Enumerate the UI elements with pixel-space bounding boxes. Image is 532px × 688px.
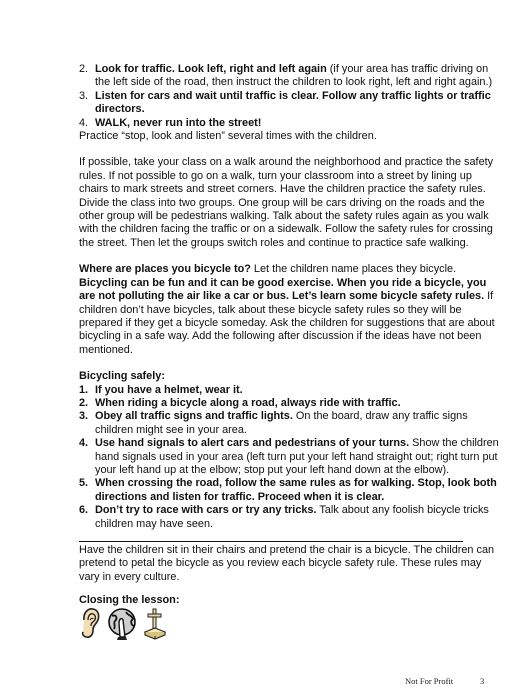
item-text: Show the children hand signals used in your area (left turn put your left hand straight out; right turn put your left hand up at the elbow; stop put your left hand down at the elbow). [95,437,499,476]
item-bold-text: Obey all traffic signs and traffic lights. [95,410,293,423]
page-footer [405,676,485,686]
bicycle-intro-rest: If children don’t have bicycles, talk about these bicycle safety rules so they will be prepared if they get a bicycle someday. Ask the children for suggestions that are about bicycling in a safe way. Add the following after discussion if the ideas have not been mentioned. [79,290,495,356]
item-number: 5. [79,477,89,490]
item-text: (if your area has traffic driving on the left side of the road, then instruct the children to look right, left and right again.) [95,63,493,89]
item-number: 3. [79,410,89,423]
bicycle-question-rest: Let the children name places they bicycle. [250,263,457,276]
bicycle-intro-bold: Bicycling can be fun and it can be good exercise. When you ride a bicycle, you are not polluting the air like a car or bus. Let’s learn some bicycle safety rules. [79,276,487,303]
list-item [79,504,499,531]
list-item [79,384,499,397]
item-bold-text: When riding a bicycle along a road, always ride with traffic. [95,396,401,409]
bicycle-rules-list [79,384,499,531]
bicycling-heading-text: Bicycling safely: [79,370,165,383]
item-bold-text: Don’t try to race with cars or try any tricks. [95,504,317,517]
item-number: 2. [79,63,89,75]
item-number: 6. [79,504,89,517]
item-number: 4. [79,437,89,450]
bicycling-heading [79,370,499,383]
list-item [79,477,499,504]
footer-text: Not For Profit [405,676,454,686]
item-number: 3. [79,89,89,102]
item-bold-text: Listen for cars and wait until traffic is clear. Follow any traffic lights or traffic directors. [95,89,491,116]
bicycle-paragraph [79,263,499,357]
praying-hands-globe-icon [104,607,143,619]
lesson-page [79,63,499,584]
ear-icon [79,607,104,619]
walking-steps-list [79,63,499,130]
list-item [79,90,499,117]
closing-icons [79,607,167,641]
item-bold-text: WALK, never run into the street! [95,116,262,129]
page-number: 3 [480,676,485,686]
list-item [79,63,499,90]
section-divider [79,541,463,542]
practice-line: Practice “stop, look and listen” several times with the children. [79,130,377,143]
item-number: 2. [79,396,89,409]
item-bold-text: When crossing the road, follow the same rules as for walking. Stop, look both directions and listen for traffic. Proceed when it is clear. [95,477,497,503]
item-bold-text: Look for traffic. Look left, right and left again [95,63,327,75]
item-bold-text: If you have a helmet, wear it. [95,383,243,396]
chair-paragraph: Have the children sit in their chairs and pretend the chair is a bicycle. The children can pretend to petal the bicycle as you review each bicycle safety rule. These rules may vary in every culture. [79,544,495,583]
list-item [79,117,499,130]
cross-bible-icon [143,607,167,619]
bicycle-question: Where are places you bicycle to? [79,263,251,276]
list-item [79,397,499,410]
item-number: 4. [79,116,89,129]
item-text: On the board, draw any traffic signs children might see in your area. [95,410,468,436]
closing-heading: Closing the lesson: [79,594,180,606]
list-item [79,437,499,477]
item-bold-text: Use hand signals to alert cars and pedestrians of your turns. [95,437,410,450]
list-item [79,410,499,437]
walk-paragraph: If possible, take your class on a walk around the neighborhood and practice the safety rules. If not possible to go on a walk, turn your classroom into a street by lining up chairs to mark streets and street corners. Have the children practice the safety rules. Divide the class into two groups. One group will be cars driving on the roads and the other group will be pedestrians walking. Talk about the safety rules again as you walk with the children facing the traffic or on a sidewalk. Follow the safety rules for crossing the street. Then let the groups switch roles and continue to practice safe walking. [79,156,494,249]
item-number: 1. [79,383,89,396]
item-text: Talk about any foolish bicycle tricks children may have seen. [95,504,489,530]
